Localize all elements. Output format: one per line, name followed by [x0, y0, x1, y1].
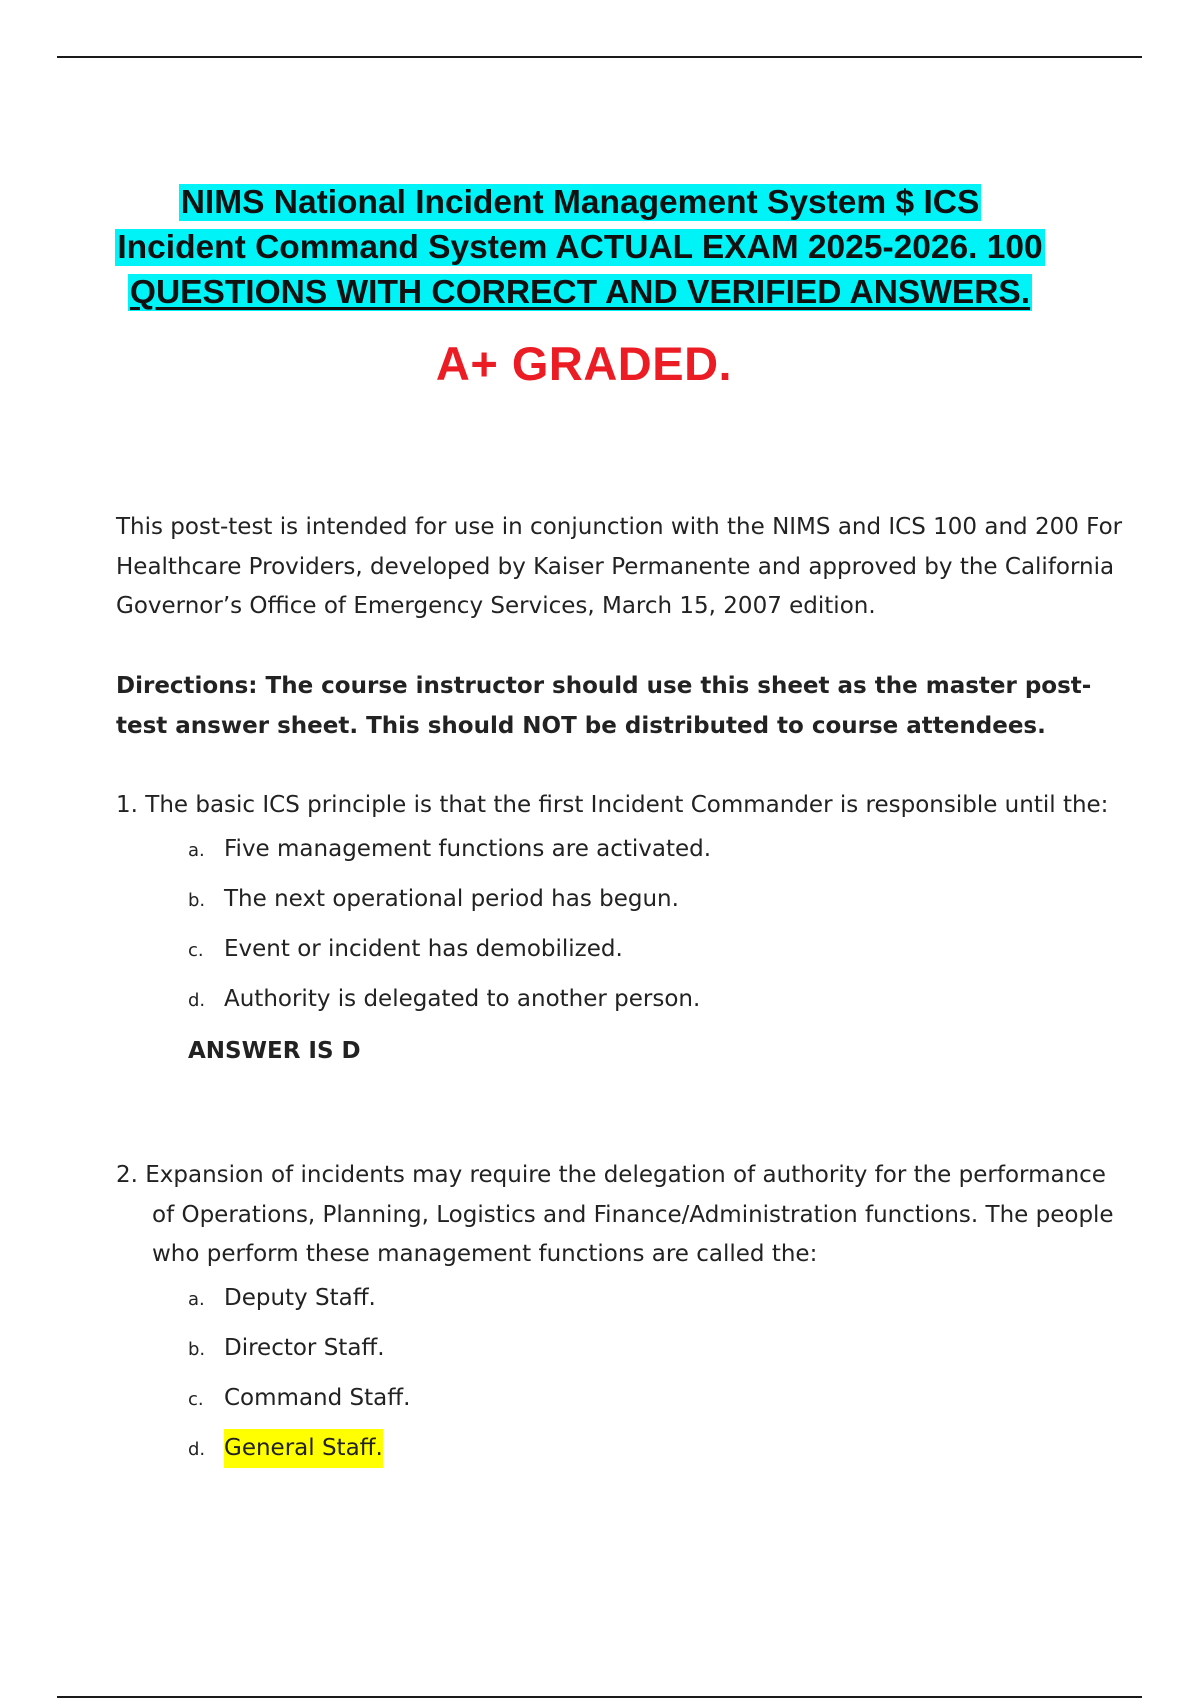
option-a	[188, 1279, 1126, 1329]
answer-key: ANSWER IS D	[188, 1037, 361, 1064]
option-letter: c.	[188, 1388, 204, 1410]
question-text	[116, 1156, 1126, 1275]
option-text: Director Staff.	[224, 1334, 385, 1361]
option-b	[188, 1329, 1126, 1379]
question-number: 1.	[116, 792, 138, 818]
option-text: The next operational period has begun.	[224, 885, 679, 912]
directions-paragraph: Directions: The course instructor should use this sheet as the master post-test answer sheet. This should NOT be distributed to course attendees.	[116, 673, 1092, 739]
question-1	[116, 786, 1126, 1071]
title-line-3: QUESTIONS WITH CORRECT AND VERIFIED ANSWERS.	[129, 274, 1031, 311]
option-letter: b.	[188, 1338, 206, 1360]
option-d	[188, 980, 1126, 1030]
option-d	[188, 1429, 1126, 1479]
option-text: Authority is delegated to another person.	[224, 985, 701, 1012]
option-text: Deputy Staff.	[224, 1284, 376, 1311]
option-letter: d.	[188, 989, 206, 1011]
intro-paragraph: This post-test is intended for use in conjunction with the NIMS and ICS 100 and 200 For Healthcare Providers, developed by Kaiser Permanente and approved by the California Governor’s Office of Emergency Services, March 15, 2007 edition.	[116, 514, 1123, 619]
option-letter: b.	[188, 889, 206, 911]
question-number: 2.	[116, 1162, 138, 1188]
option-text: Five management functions are activated.	[224, 835, 712, 862]
option-b	[188, 880, 1126, 930]
option-list	[188, 830, 1126, 1030]
highlighted-answer: General Staff.	[224, 1429, 383, 1469]
option-letter: a.	[188, 1288, 205, 1310]
option-c	[188, 930, 1126, 980]
document-title	[60, 180, 1100, 315]
option-letter: a.	[188, 839, 205, 861]
option-text: Event or incident has demobilized.	[224, 935, 623, 962]
option-c	[188, 1379, 1126, 1429]
title-line-2: Incident Command System ACTUAL EXAM 2025-2026. 100	[117, 229, 1043, 266]
top-rule	[57, 56, 1142, 58]
question-prompt: The basic ICS principle is that the first Incident Commander is responsible until the:	[145, 792, 1109, 818]
question-prompt: Expansion of incidents may require the delegation of authority for the performance of Operations, Planning, Logistics and Finance/Administration functions. The people who perform these management functions are called the:	[145, 1162, 1114, 1267]
question-2	[116, 1156, 1126, 1479]
title-line-1: NIMS National Incident Management System $ ICS	[180, 184, 980, 221]
option-text: Command Staff.	[224, 1384, 411, 1411]
option-letter: c.	[188, 939, 204, 961]
option-list	[188, 1279, 1126, 1479]
question-text	[116, 786, 1126, 826]
bottom-rule	[57, 1696, 1142, 1698]
option-letter: d.	[188, 1438, 206, 1460]
grade-banner: A+ GRADED.	[435, 337, 733, 390]
option-a	[188, 830, 1126, 880]
